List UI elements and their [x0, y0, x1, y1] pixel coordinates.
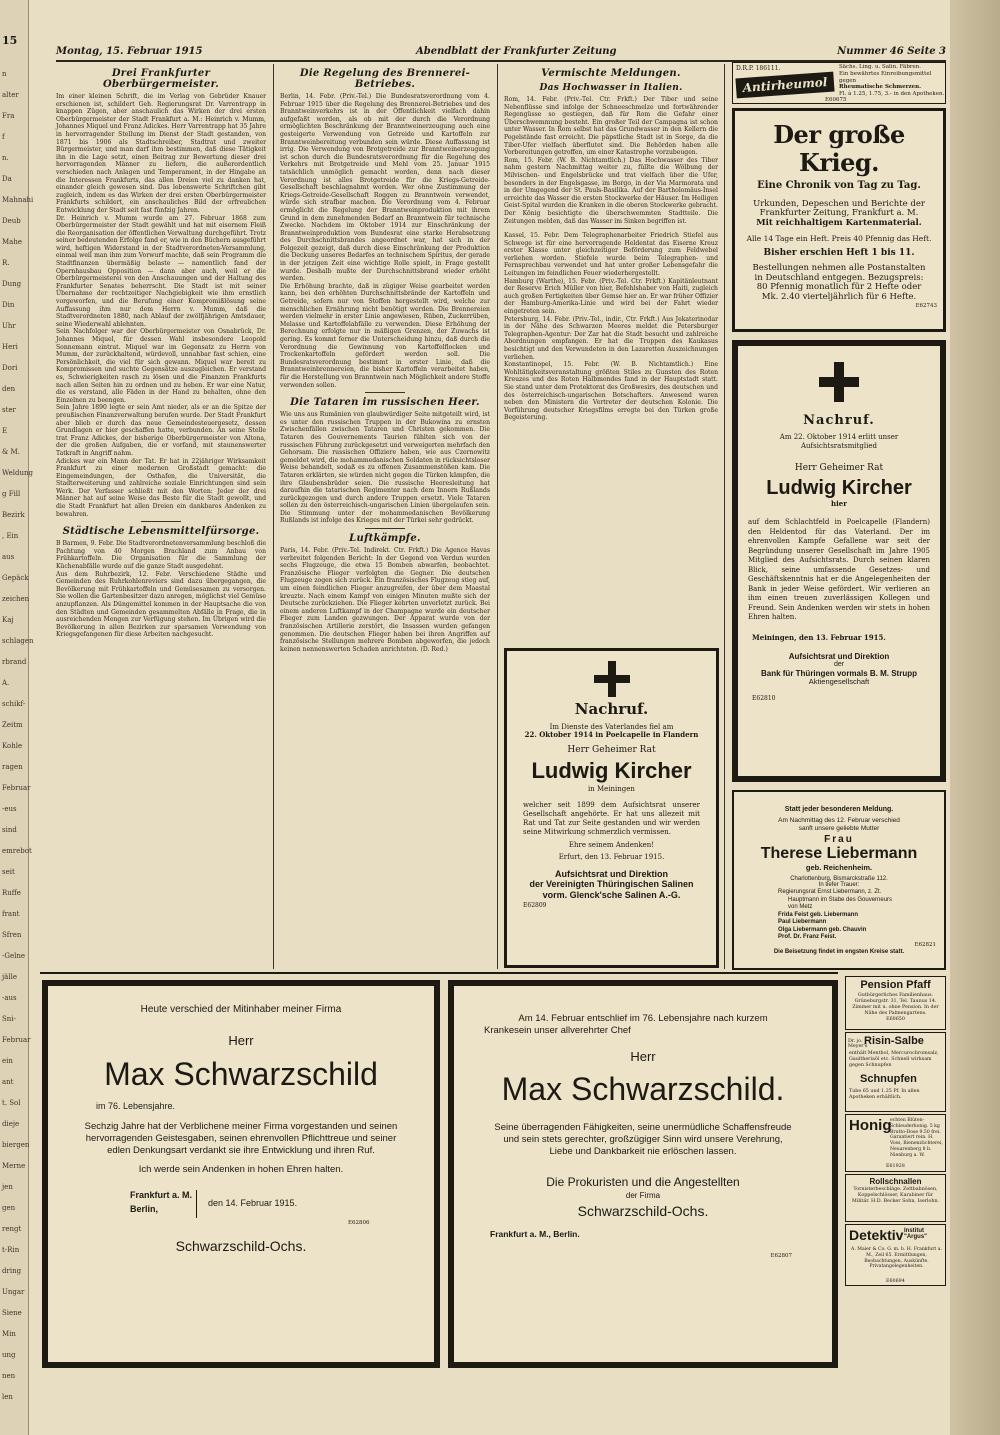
previous-page-fragment: Heri [2, 343, 18, 351]
notice-place: Frankfurt a. M., Berlin. [490, 1228, 580, 1239]
previous-page-fragment: ung [2, 1351, 16, 1359]
notice-line: In tiefer Trauer: [818, 882, 860, 889]
previous-page-fragment: frant [2, 910, 20, 918]
previous-page-fragment: ragen [2, 763, 23, 771]
previous-page-fragment: Dori [2, 364, 18, 372]
previous-page-fragment: t. Sol [2, 1099, 21, 1107]
header-publication: Abendblatt der Frankfurter Zeitung [416, 46, 617, 57]
ad-text: enthält Menthol, Mercurochromsalz, Gaultheriaöl etc. Schnell wirksam gegen Schnupfen [849, 1051, 939, 1068]
previous-page-fragment: emrebot [2, 847, 32, 855]
previous-page-fragment: Februar [2, 784, 31, 792]
notice-name: Max Schwarzschild. [501, 1070, 785, 1107]
pension-pfaff-ad [845, 976, 946, 1030]
obituary-line: in Meiningen [588, 784, 635, 793]
column-rule [724, 64, 725, 969]
ad-line: in Deutschland entgegen. Bezugspreis: [754, 272, 924, 283]
previous-page-fragment: dring [2, 1267, 22, 1275]
previous-page-fragment: Zeitm [2, 721, 23, 729]
page-edge [950, 0, 1000, 1435]
divider [365, 528, 405, 529]
previous-page-fragment: dieje [2, 1120, 20, 1128]
article-title: Luftkämpfe. [349, 533, 421, 545]
obituary-signature: vorm. Glenck'sche Salinen A.-G. [542, 889, 681, 900]
article-paragraph: Kassel, 15. Febr. Dem Telegraphenarbeiter Friedrich Stiefel aus Schwege ist für eine hervorragende Heldentat das Eiserne Kreuz erster Klasse unter gleichzeitiger Beförderung zum Feldwebel verliehen worden. Stiefele wurde beim Telegraphen- und Fernsprechbau verwendet und hat unter großer Lebensgefahr die Leitungen im feindlichen Feuer wiederhergestellt. [504, 232, 718, 278]
iron-cross-icon [819, 362, 859, 402]
notice-line: Frau [824, 833, 854, 845]
ad-line: Urkunden, Depeschen und Berichte der [753, 198, 925, 209]
previous-page-fragment: -eus [2, 805, 17, 813]
section-rule [40, 972, 838, 974]
article-paragraph: Konstantinopel, 15. Febr. (W. B. Nichtamtlich.) Eine Wohltätigkeitsveranstaltung größten Stiles zu Gunsten des Roten Kreuzes und des Roten Halbmondes fand in der Hauptstadt statt. Sie stand unter dem Protektorat des Großwesirs, des deutschen und des österreichisch-ungarischen Botschafters. Anwesend waren neben den Ministern die Vertreter der deutschen Kolonie. Die Vorführung deutscher Kriegsfilms erregte bei den Türken große Begeisterung. [504, 361, 718, 422]
previous-page-fragment: schlagen [2, 637, 34, 645]
obituary-signature: Bank für Thüringen vormals B. M. Strupp [760, 669, 917, 679]
previous-page-fragment: aus [2, 553, 15, 561]
ad-text: Tube 65 und 1.25 Pf. In allen Apotheken erhältlich. [849, 1089, 920, 1100]
previous-page-fragment: rengt [2, 1225, 22, 1233]
previous-page-fragment: schikf- [2, 700, 26, 708]
previous-page-fragment: E [2, 427, 8, 435]
article-paragraph: Rom, 15. Febr. (W. B. Nichtamtlich.) Das Hochwasser des Tiber nahm gestern Nachmittag weiter zu, füllte die Wölbung der Milvischen- und Engelsbrücke und trat vielfach über die Ufer, besonders in der Engelsgasse, im Borgo, in der Via Marmorata und in der Umgegend der St. Pauls-Basilika. Auf der Bartholomäus-Insel erreichte das Wasser die ersten Stockwerke der Häuser. Im Heiligen Geist-Spital wurden die Kranken in die oberen Stockwerke gebracht. Der König besichtigte die überschwemmten Stadtteile. Die Zeitungen melden, daß das Wasser im Sinken begriffen ist. [504, 156, 718, 225]
ad-code: E61928 [886, 1164, 905, 1169]
previous-page-fragment: n [2, 70, 7, 78]
antirheumol-logo: Antirheumol [735, 72, 834, 99]
detektiv-ad [845, 1224, 946, 1286]
article-paragraph: Aus dem Ruhrbezirk, 12. Febr. Verschiedene Städte und Gemeinden des Ruhrkohlenreviers sind dazu übergegangen, die Bevölkerung mit Frühkartoffeln und Gemüsesamen zu versorgen. Sie wollen die Gartenbesitzer dazu anregen, möglichst viel Gemüse anzupflanzen. Als Düngemittel kommen in der Hauptsache die von den Städten und Gemeinden gesammelten Abfälle in Frage, die in ausreichenden Mengen zur Verfügung stehen. Im Übrigen wird die Bevölkerung in allen Bezirken zur sparsamen Verwendung von Kriegsgefangenen für diese Arbeiten nachgesucht. [56, 570, 266, 639]
previous-page-fragment: Fra [2, 112, 15, 120]
ad-code: E62806 [348, 1220, 370, 1227]
ad-code: E60650 [886, 1016, 905, 1022]
previous-page-fragment: A. [2, 679, 10, 687]
previous-page-fragment: zeichen [2, 595, 30, 603]
obituary-body: welcher seit 1899 dem Aufsichtsrat unserer Gesellschaft angehörte. Er hat uns allezeit mit Rat und Tat zur Seite gestanden und wir werden seine Mitwirkung schmerzlich vermissen. [523, 801, 700, 837]
previous-page-fragment: Deub [2, 217, 21, 225]
previous-page-fragment: nen [2, 1372, 16, 1380]
previous-page-fragment: Ungar [2, 1288, 25, 1296]
previous-page-fragment: jen [2, 1183, 13, 1191]
article-paragraph: Wie uns aus Rumänien von glaubwürdiger Seite mitgeteilt wird, ist es unter den russischen Truppen in der Bukowina zu ernsten Zwischenfällen zwischen Tataren und Christen gekommen. Die Tataren des Gouvernements Taurien fühlten sich von der russischen Führung zurückgesetzt und verweigerten mehrfach den Gehorsam. Die russischen Offiziere haben, wie aus Czernowitz gemeldet wird, die mohammedanischen Soldaten in rücksichtsloser Weise behandelt, sodaß es zu offenen Zusammenstößen kam. Die Tataren erklärten, sie würden nicht gegen die Türken kämpfen, die ihre Glaubensbrüder seien. Die russische Heeresleitung hat daraufhin die tatarischen Regimenter nach dem Innern Rußlands zurückgezogen und durch andere Truppen ersetzt. Viele Tataren sollen zu den österreichisch-ungarischen Linien übergelaufen sein. Die Stimmung unter der mohammedanischen Bevölkerung Rußlands ist infolge des Krieges mit der Türkei sehr gedrückt. [280, 411, 490, 525]
notice-place: Frankfurt a. M. [130, 1190, 193, 1201]
previous-page-fragment: -Gelne [2, 952, 25, 960]
ad-title: Der große Krieg. [773, 120, 905, 177]
article-title: Die Tataren im russischen Heer. [290, 397, 480, 409]
previous-page-fragment: biergen [2, 1141, 30, 1149]
previous-page-fragment: Sfren [2, 931, 22, 939]
notice-place-block [48, 1190, 434, 1234]
obituary-title: Nachruf. [574, 700, 649, 718]
ad-line: Mit reichhaltigem Kartenmaterial. [756, 218, 922, 229]
ad-line: Alle 14 Tage ein Heft. Preis 40 Pfennig das Heft. [746, 233, 932, 243]
notice-body: Sechzig Jahre hat der Verblichene meiner Firma vorgestanden und seinen hervorragenden Geistesgaben, seinen ehrenvollen Pflichttreue und seiner edlen Denkungsart verdankt sie ihre Entwicklung und ihren Ruf. [84, 1121, 398, 1157]
notice-signature: der Firma [625, 1191, 661, 1201]
previous-page-fragment: Min [2, 1330, 16, 1338]
column-rule [497, 64, 498, 969]
previous-page-fragment: den [2, 385, 16, 393]
article-paragraph: Petersburg, 14. Febr. (Priv.-Tel., indir., Ctr. Frkft.) Aus Jekaterinodar in der Nähe des Schwarzen Meeres meldet die Petersburger Telegraphen-Agentur: Der Zar hat die Stadt besucht und zahlreiche Abordnungen empfangen. Er hat die Truppen des Kaukasus besichtigt und den Verwundeten in den Lazaretten Auszeichnungen verliehen. [504, 315, 718, 361]
previous-page-fragment: Sni- [2, 1015, 16, 1023]
previous-page-fragment: -aus [2, 994, 17, 1002]
article-title: Städtische Lebensmittelfürsorge. [62, 526, 260, 538]
article-paragraph: Rom, 14. Febr. (Priv.-Tel. Ctr. Frkft.) Der Tiber und seine Nebenflüsse sind infolge der Schneeschmelze und fortwährender Regengüsse so gestiegen, daß für Rom die Gefahr einer Überschwemmung besteht. Ein großer Teil der Campagna ist schon unter Wasser. In Rom selbst hat das Grundwasser in den Kellern die Pegelstände fast erreicht. Die päpstliche Stadt ist in Sorge, da die Tiber-Ufer vielfach überflutet sind. Die Behörden haben alle Vorbereitungen getroffen, um einer Katastrophe vorzubeugen. [504, 96, 718, 157]
article-paragraph: Berlin, 14. Febr. (Priv.-Tel.) Die Bundesratsverordnung vom 4. Februar 1915 über die Regelung des Brennerei-Betriebes und des Branntweinverkehrs ist in der Öffentlichkeit vielfach dahin aufgefaßt worden, als ob mit der durch die Verordnung ermöglichten Beschränkung der Branntweinerzeugung auch eine gesteigerte Verwendung von Getreide und Kartoffeln zur Branntweinbereitung verbunden sein würde. Diese Auffassung ist irrig. Die Verwendung von Brotgetreide zur Branntweinerzeugung ist schon durch die Bundesratsverordnung für die Regelung des Verkehrs mit Brotgetreide und Mehl vom 25. Januar 1915 tatsächlich unmöglich gemacht worden, denn nach dieser Verordnung ist alles Brotgetreide für die Kriegs-Getreide-Gesellschaft beschlagnahmt worden. Wer ohne Zustimmung der Kriegs-Getreide-Gesellschaft Roggen zu Branntwein verwendet, würde sich strafbar machen. Die Verordnung vom 4. Februar ermöglicht die Regelung der Branntweinproduktion mit ihrem Grund in dem zunehmenden Bedarf an Branntwein für technische Zwecke. Nachdem im Oktober 1914 zur Einschränkung der Branntweinproduktion vom Bundesrat eine starke Herabsetzung des Durchschnittsbrandes angeordnet war, hat sich in der Folgezeit gezeigt, daß durch diese Einschränkung der Produktion die Deckung unseres Bedarfes an technischem Spiritus, der gerade in der jetzigen Zeit eine wichtige Rolle spielt, in Frage gestellt wurde. Deshalb mußte der Durchschnittsbrand wieder erhöht werden. [280, 93, 490, 283]
previous-page-fragment: Kohle [2, 742, 23, 750]
previous-page-strip [0, 0, 34, 1435]
header-date: Montag, 15. Februar 1915 [56, 46, 203, 57]
article-title: Vermischte Meldungen. [541, 68, 681, 79]
ad-title: Pension Pfaff [860, 979, 931, 991]
ad-text: Tornisterbeschläge. Zeltbahnösen, Koppelschlösser, Karabiner für Militär. H.D. Becker Sohn, Iserlohn. [851, 1187, 940, 1205]
previous-page-fragment: rbrand [2, 658, 27, 666]
death-notice-schwarzschild-firm [42, 980, 440, 1368]
previous-page-fragment: jälle [2, 973, 17, 981]
obituary-notice-salinen [504, 648, 719, 968]
ad-code: E62809 [523, 902, 547, 910]
obituary-line: Herr Geheimer Rat [567, 745, 656, 756]
notice-line: Am Nachmittag des 12. Februar verschied [778, 817, 900, 825]
obituary-body: auf dem Schlachtfeld in Poelcapelle (Flandern) den Heldentod für das Vaterland. Der im ehrenvollen Kampfe Gefallene war seit der Begründung unserer Gesellschaft im Jahre 1905 Mitglied des Aufsichtsrats. Durch seinen klaren Blick, seine umfassende Gesetzes- und Geschäftskenntnis hat er die Angelegenheiten der Bank in jeder Weise gefördert. Wir verlieren an ihm einen treuen zuverlässigen Kollegen und Freund. Sein Andenken werden wir stets in hohen Ehren halten. [748, 518, 930, 622]
article-paragraph: Sein Jahre 1890 legte er sein Amt nieder, als er an die Spitze der preußischen Finanzverwaltung berufen wurde. Der Stadt Frankfurt aber blieb er durch das neue Gemeindesteuergesetz, dessen Grundlagen er hier geschaffen hatte, verbunden. An seine Stelle trat Franz Adickes, der bisherige Oberbürgermeister von Altona, der die großen Aufgaben, die er vorfand, mit staunenswerter Tatkraft in Angriff nahm. [56, 404, 266, 457]
previous-page-fragment: alter [2, 91, 19, 99]
risin-salbe-ad [845, 1032, 946, 1112]
divider [365, 392, 405, 393]
previous-page-fragment: f [2, 133, 5, 141]
previous-page-fragment: Gepäck [2, 574, 29, 582]
notice-body: Seine überragenden Fähigkeiten, seine unermüdliche Schaffensfreude und sein stets gerechter, großzügiger Sinn wird unsere Verehrung, Liebe und Dankbarkeit nie erlöschen lassen. [494, 1121, 792, 1157]
previous-page-fragment: Mahe [2, 238, 22, 246]
header-number: Nummer 46 Seite 3 [837, 46, 946, 57]
article-paragraph: Die Erhöhung brachte, daß in zügiger Weise gearbeitet werden kann, bei den erhöhten Durchschnittsbrände der Kartoffeln und Getreide, sofern nur von Stoffen hergestellt wird, welche zur menschlichen Ernährung nicht benötigt werden. Die Brennereien werden vielmehr in erster Linie angewiesen, Rüben, Zuckerrüben, Melasse und Kartoffelabfälle zu verwenden. Diese Erhöhung der Berechnung erfolgte nur in mäßigen Grenzen, der Zuwachs ist gering. Es kommt ferner die Unterscheidung hinzu, daß durch die Verordnung die Gewinnung von Kartoffelflocken und Trockenkartoffeln gefördert werden soll. Die Bundesratsverordnung bestimmt in erster Linie, daß die Branntweinbrennereien, die bisher Kartoffeln verarbeitet haben, für die Herstellung von Branntwein nach Möglichkeit andere Stoffe verwenden sollen. [280, 282, 490, 389]
ad-line: Mk. 2.40 vierteljährlich für 6 Hefte. [761, 292, 917, 303]
obituary-line: Herr Geheimer Rat [794, 462, 884, 473]
article-paragraph: Sein Nachfolger war der Oberbürgermeister von Osnabrück, Dr. Johannes Miquel, für dessen Wahl insbesondere Leopold Sonnemann eintrat. Miquel war im Gegensatz zu Herrn von Mumm, der zurückhaltend, würdevoll, unnahbar fast schien, eine Persönlichkeit, die viel für sich gewann. Miquel war bereit zu Kompromissen und suchte Gegensätze auszugleichen. Er verstand es, Schwierigkeiten rasch zu lösen und die Finanzen Frankfurts nach allen Seiten hin zu ordnen und zu heben. Er war eine Natur, die es verstand, alle Fäden in der Hand zu behalten, ohne den Einzelnen zu beengen. [56, 328, 266, 404]
ad-code: E60694 [886, 1279, 905, 1284]
notice-line: Am 14. Februar entschlief im 76. Lebensjahre nach kurzem [518, 1013, 768, 1024]
notice-line: Heute verschied der Mitinhaber meiner Firma [140, 1004, 342, 1015]
death-notice-liebermann [732, 790, 946, 970]
notice-line: Statt jeder besonderen Meldung. [784, 806, 894, 813]
brace [196, 1190, 197, 1218]
previous-page-fragment: Ruffe [2, 889, 21, 897]
previous-page-fragment: Uhr [2, 322, 16, 330]
obituary-title: Nachruf. [803, 413, 875, 428]
previous-page-fragment: len [2, 1393, 13, 1401]
previous-page-fragment: ster [2, 406, 16, 414]
previous-page-fragment: sind [2, 826, 17, 834]
ad-subtitle: Institut "Argus" [904, 1228, 928, 1240]
ad-subtitle: Eine Chronik von Tag zu Tag. [757, 180, 921, 192]
divider [141, 521, 181, 522]
notice-line: Charlottenburg, Bismarckstraße 112. [790, 875, 888, 882]
ad-code: E62810 [752, 694, 776, 702]
previous-page-fragment: Da [2, 175, 12, 183]
ad-text: Sächs. Ling. u. Salin. Fäbren. Ein bewährtes Einreibungsmittel gegen Rheumatische Schmerzen. Fl. à 1.25, 1.75, 3.- in den Apotheken. [839, 64, 945, 98]
notice-line: im 76. Lebensjahre. [96, 1101, 176, 1112]
obituary-signature: Aufsichtsrat und Direktion [788, 651, 890, 661]
obituary-signature: der Vereinigten Thüringischen Salinen [529, 879, 694, 890]
previous-page-fragment: Dung [2, 280, 22, 288]
column-2 [280, 64, 490, 974]
obituary-place: Erfurt, den 13. Februar 1915. [558, 853, 665, 862]
article-paragraph: Adickes war ein Mann der Tat. Er hat in 22jähriger Wirksamkeit Frankfurt zu einer modernen Großstadt gemacht: die Eingemeindungen, der Osthafen, die Universität, die Stadterweiterung und zahlreiche soziale Einrichtungen sind sein Werk. Der Verfasser schließt mit den Worten: Jeder der drei Männer hat auf seine Weise das Beste für die Stadt gewollt, und die Stadt Frankfurt hat allen Dreien ein dankbares Andenken zu bewahren. [56, 457, 266, 518]
notice-signature: Die Prokuristen und die Angestellten [546, 1174, 740, 1189]
antirheumol-ad [732, 62, 946, 104]
previous-page-fragment: g Fill [2, 490, 21, 498]
rollschnallen-ad [845, 1174, 946, 1222]
ad-line: 80 Pfennig monatlich für 2 Hefte oder [756, 282, 922, 293]
article-paragraph: Im einer kleinen Schrift, die im Verlag von Gebrüder Knauer erschienen ist, schildert Geh. Regierungsrat Dr. Varrentrapp in knappen Zügen, aber anschaulich das Wirken der drei ersten Oberbürgermeister der Stadt Frankfurt a. M.: Heinrich v. Mumm, Johannes Miquel und Franz Adickes. Herr Varrentrapp hat 35 Jahre in hervorragender Stellung im Dienst der Stadt gestanden, von 1871 bis 1906 als Stadtschreiber, Stadtrat und zweiter Bürgermeister, und man darf ihm bestimmen, daß diese Tätigkeit ihn in die Lage setzt, einen Beitrag zur Bewertung dieser drei hervorragenden Männer zu liefern, die außerordentlich verschieden nach Anlagen und Temperament, in der Hingabe an die Interessen Frankfurts, das allen Dreien viel zu danken hat, einander gleich gewesen sind. Das lebenswerte Schriftchen gibt zugleich, indem es das Wirken der drei ersten Oberbürgermeister Frankfurts schildert, ein anschauliches Bild der erfreulichen Entwicklung der Stadt seit fast fünfzig Jahren. [56, 93, 266, 214]
obituary-name: Ludwig Kircher [766, 477, 912, 500]
death-notice-schwarzschild-staff [448, 980, 838, 1368]
previous-page-fragment: Din [2, 301, 15, 309]
ad-title: Schnupfen [860, 1073, 917, 1085]
previous-page-fragment: t-Rin [2, 1246, 20, 1254]
previous-page-fragment: Merne [2, 1162, 26, 1170]
honig-ad [845, 1114, 946, 1172]
ad-text: echten Blüten-Schleuderhonig. 5 kg Brutto-Dose 9.50 frei. Garantiert rein. H. Voss, Bienenzüchterei, Neuarenberg 8 b. Nienburg a. W. [890, 1118, 943, 1158]
previous-page-fragment: & M. [2, 448, 20, 456]
notice-name: Therese Liebermann [760, 845, 918, 863]
article-paragraph: Paris, 14. Febr. (Priv.-Tel. Indirekt. Ctr. Frkft.) Die Agence Havas verbreitet folgenden Bericht: In der Gegend von Verdun wurden sechs Flugzeuge, die etwa 15 Bomben abwarfen, beobachtet. Französische Flieger verfolgten die Gegner. Die deutschen Flugzeuge zogen sich zurück. Ein französisches Flugzeug stieg auf, um einen feindlichen Flieger anzugreifen, der über dem Maastal kreuzte. Nach einem Kampf von einigen Minuten mußte sich der Deutsche zurückziehen. Die Flieger kehrten unverletzt zurück. Bei einem anderen Luftkampf in der Champagne wurde ein deutscher Flieger zum Landen gezwungen. Der Apparat wurde von der französischen Artillerie zerstört, die Insassen wurden gefangen genommen. Die deutschen Flieger haben bei ihren Angriffen auf französische Stellungen mehrere Bomben abgeworfen, die jedoch keinen nennenswerten Schaden anrichteten. (D. Red.) [280, 547, 490, 653]
notice-line: geb. Reichenheim. [805, 862, 873, 872]
previous-page-fragment: Weldung [2, 469, 33, 477]
previous-page-number: 15 [2, 34, 18, 47]
obituary-name: Ludwig Kircher [531, 757, 692, 783]
obituary-line: Am 22. Oktober 1914 erlitt unser Aufsichtsratsmitglied [779, 432, 899, 450]
notice-firm: Schwarzschild-Ochs. [577, 1202, 709, 1219]
ad-text: Gutbürgerliches Familienhaus. Grüneburgstr. 31, Tel. Taunus 14. Zimmer mit u. ohne Pension. In der Nähe des Palmengartens. [852, 992, 939, 1016]
obituary-signature: Aktiengesellschaft [808, 677, 870, 687]
article-title: Die Regelung des Brennerei-Betriebes. [299, 68, 471, 90]
iron-cross-icon [594, 661, 630, 697]
ad-line: Bestellungen nehmen alle Postanstalten [752, 262, 926, 273]
obituary-line: Ehre seinem Andenken! [568, 841, 655, 850]
notice-name: Max Schwarzschild [104, 1056, 378, 1093]
ad-title: Risin-Salbe [864, 1035, 924, 1047]
previous-page-fragment: Kaj [2, 616, 14, 624]
obituary-line: 22. Oktober 1914 in Poelcapelle in Flandern [524, 730, 699, 740]
notice-line: Ich werde sein Andenken in hohen Ehren halten. [138, 1164, 344, 1176]
ad-prefix: Dr. jo. Meyer's [848, 1039, 868, 1049]
ad-title: Detektiv [849, 1227, 904, 1243]
previous-page-fragment: Siene [2, 1309, 22, 1317]
obituary-line: Im Dienste des Vaterlandes fiel am [549, 723, 674, 732]
previous-page-fragment: seit [2, 868, 15, 876]
column-1 [56, 64, 266, 974]
article-paragraph: Dr. Heinrich v. Mumm wurde am 27. Februar 1868 zum Oberbürgermeister der Stadt gewählt und hat mit eisernem Fleiß die Reorganisation der öffentlichen Verwaltung durchgeführt. Trotz seiner bedeutenden Erfolge fand er, wie in den Büchern ausgeführt wird, heftigen Widerstand in der Stadtverordneten-Versammlung, einmal weil man ihm zum Vorwurf machte, daß sein Programm die Stadtfinanzen übermäßig belaste — namentlich fand der Opernhausbau Opposition — dann aber auch, weil er die Oberbürgermeisterei von den Anschauungen und der Haltung des Frankfurter Senates beherrscht. Die Stadt ist mit seiner Übernahme der rechtzeitiger Nachgiebigkeit wie ihm ernstlich vorgeworfen, und die Berufung einer Kompromißlösung seine Auffassung ihm nur dem Herrn v. Mumm, daß die Stadtverordneten 1880, nach Ablauf der zwölfjährigen Amtsdauer, seine Wiederwahl ablehnten. [56, 214, 266, 328]
column-rule [273, 64, 274, 969]
divider [591, 228, 631, 229]
previous-page-fragment: Bezirk [2, 511, 25, 519]
ad-text: A. Maier & Co. G. m. b. H. Frankfurt a. M., Zeil 65. Ermittlungen, Beobachtungen, Auskünfte. Privatangelegenheiten. [851, 1247, 942, 1270]
previous-page-fragment: ein [2, 1057, 13, 1065]
article-paragraph: Hamburg (Warthe), 15. Febr. (Priv.-Tel. Ctr. Frkft.) Kapitänleutnant der Reserve Erich Müller von hier, Befehlshaber von Haiti, zugleich auch großen Fertigkeiten über Gemse hier an. Er war früher Offizier der Hamburg-Amerika-Linie und wird bei der Fahrt wieder eingetreten sein. [504, 277, 718, 316]
page-header [56, 46, 946, 60]
ad-code: E62821 [914, 941, 936, 948]
obituary-signature: der [833, 661, 845, 669]
article-paragraph: B Barmen, 9. Febr. Die Stadtverordnetenversammlung beschloß die Pachtung von 40 Morgen Brachland zum Anbau von Frühkartoffeln. Die Organisation für die Sammlung der Küchenabfälle wurde auf die ganze Stadt ausgedehnt. [56, 540, 266, 571]
der-grosse-krieg-ad [732, 108, 946, 332]
article-title: Drei Frankfurter Oberbürgermeister. [102, 68, 220, 90]
notice-line: Herr [228, 1032, 254, 1048]
article-subtitle: Das Hochwasser in Italien. [539, 83, 683, 93]
obituary-place: Meiningen, den 13. Februar 1915. [752, 632, 886, 642]
obituary-notice-bank [732, 340, 946, 782]
previous-page-fragment: Mahnahi [2, 196, 34, 204]
ad-title: Rollschnallen [869, 1177, 922, 1186]
ad-line: Frankfurter Zeitung, Frankfurt a. M. [759, 208, 919, 219]
obituary-line: hier [831, 499, 847, 509]
ad-line: Bisher erschien Heft 1 bis 11. [763, 247, 915, 258]
previous-page-fragment: gen [2, 1204, 16, 1212]
notice-line: Herr [630, 1048, 656, 1064]
ad-code: E62743 [915, 303, 937, 310]
previous-page-fragment: n. [2, 154, 9, 162]
previous-page-fragment: Februar [2, 1036, 31, 1044]
notice-date: den 14. Februar 1915. [208, 1198, 298, 1209]
ad-code: E60675 [825, 97, 847, 103]
notice-line: Die Beisetzung findet im engsten Kreise statt. [773, 948, 905, 955]
notice-line: sanft unsere geliebte Mutter [798, 824, 880, 832]
notice-family: Regierungsrat Ernst Liebermann, z. Zt. Hauptmann im Stabe des Gouverneurs von Metz Frida Feist geb. Liebermann Paul Liebermann Olga Liebermann geb. Chauvin Prof. Dr. Franz Feist. [778, 889, 893, 941]
previous-page-fragment: ant [2, 1078, 14, 1086]
ad-patent: D.R.P. 186111. [736, 65, 781, 72]
notice-place: Berlin, [130, 1204, 159, 1215]
obituary-signature: Aufsichtsrat und Direktion [554, 869, 668, 880]
ad-code: E62807 [770, 1252, 792, 1259]
notice-line: Krankesein unser allverehrter Chef [484, 1024, 631, 1036]
previous-page-fragment: R. [2, 259, 10, 267]
notice-firm: Schwarzschild-Ochs. [175, 1238, 307, 1255]
column-3 [504, 64, 718, 634]
previous-page-fragment: , Ein [2, 532, 19, 540]
ad-title: Honig [849, 1117, 892, 1134]
